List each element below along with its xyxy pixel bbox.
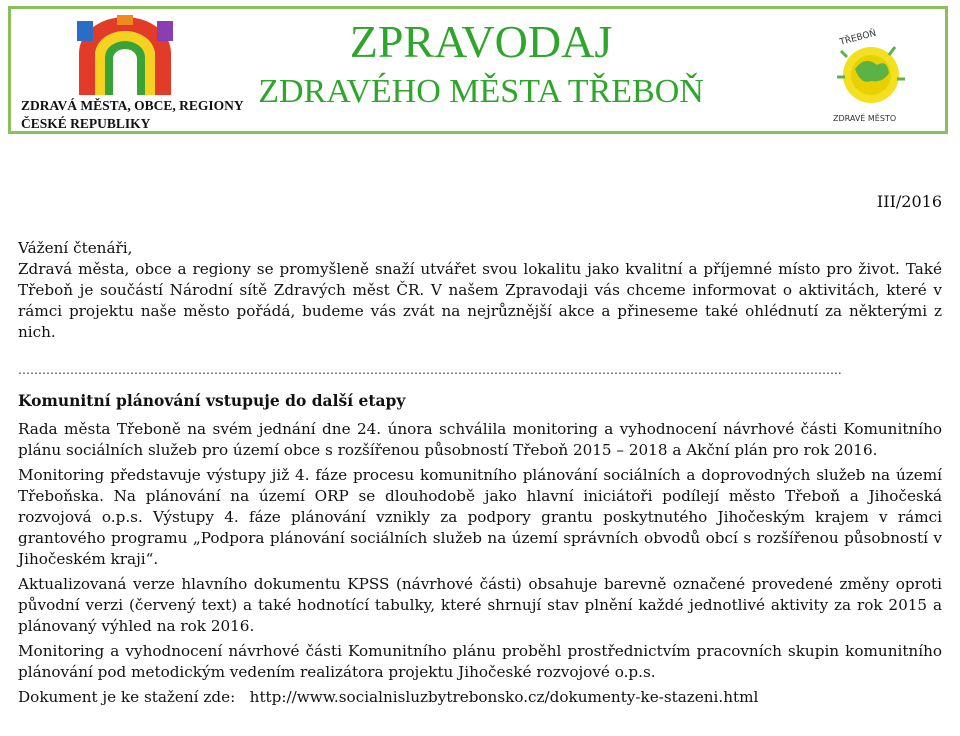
article-heading: Komunitní plánování vstupuje do další etapy: [18, 391, 406, 410]
issue-number: III/2016: [876, 192, 942, 211]
article-paragraph: Rada města Třeboně na svém jednání dne 24. února schválila monitoring a vyhodnocení návrhové části Komunitního plánu sociálních služeb pro území obce s rozšířenou působností Třeboň 2015 – 2018 a Akční plán pro rok 2016.: [18, 420, 942, 459]
logo-left-line-1: ZDRAVÁ MĚSTA, OBCE, REGIONY: [21, 98, 244, 113]
logo-right-bottom-text: ZDRAVÉ MĚSTO: [833, 114, 897, 123]
article-paragraph: Monitoring a vyhodnocení návrhové části Komunitního plánu proběhl prostřednictvím pracovních skupin komunitního plánování pod metodickým vedením realizátora projektu Jihočeské rozvojové o.p.s.: [18, 642, 942, 681]
intro-paragraph: Zdravá města, obce a regiony se promyšleně snaží utvářet svou lokalitu jako kvalitní a příjemné místo pro život. Také Třeboň je součástí Národní sítě Zdravých měst ČR. V našem Zpravodaji vás chceme informovat o aktivitách, které v rámci projektu naše město pořádá, budeme vás zvát na nejrůznější akce a přineseme také ohlédnutí za některými z nich.: [18, 260, 942, 341]
download-line: [18, 687, 942, 708]
sun-logo-icon: [825, 17, 915, 129]
download-label: Dokument je ke stažení zde:: [18, 688, 236, 706]
header-banner: [8, 6, 948, 134]
dotted-divider: ……………………………………………………………………………………………………………………………………………………………………………………..: [18, 363, 842, 377]
logo-right-top-text: TŘEBOŇ: [838, 28, 878, 48]
newsletter-subtitle: ZDRAVÉHO MĚSTA TŘEBOŇ: [258, 73, 704, 110]
article-paragraph: Aktualizovaná verze hlavního dokumentu KPSS (návrhové části) obsahuje barevně označené provedené změny oproti původní verzi (červený text) a také hodnotící tabulky, které shrnují stav plnění každé jednotlivé aktivity za rok 2015 a plánovaný výhled na rok 2016.: [18, 575, 942, 635]
article-paragraph: Monitoring představuje výstupy již 4. fáze procesu komunitního plánování sociálních a doprovodných služeb na území Třeboňska. Na plánování na území ORP se dlouhodobě jako hlavní iniciátoři podílejí město Třeboň a Jihočeská rozvojová o.p.s. Výstupy 4. fáze plánování vznikly za podpory grantu poskytnutého Jihočeským krajem v rámci grantového programu „Podpora plánování sociálních služeb na území správních obvodů obcí s rozšířenou působností v Jihočeském kraji“.: [18, 466, 942, 568]
trebon-healthy-city-logo: [825, 17, 915, 129]
logo-left-line-2: ČESKÉ REPUBLIKY: [21, 116, 151, 131]
greeting: Vážení čtenáři,: [18, 239, 133, 257]
download-link[interactable]: http://www.socialnisluzbytrebonsko.cz/dokumenty-ke-stazeni.html: [249, 688, 759, 706]
newsletter-content: [18, 238, 942, 708]
newsletter-title: ZPRAVODAJ: [349, 16, 613, 67]
